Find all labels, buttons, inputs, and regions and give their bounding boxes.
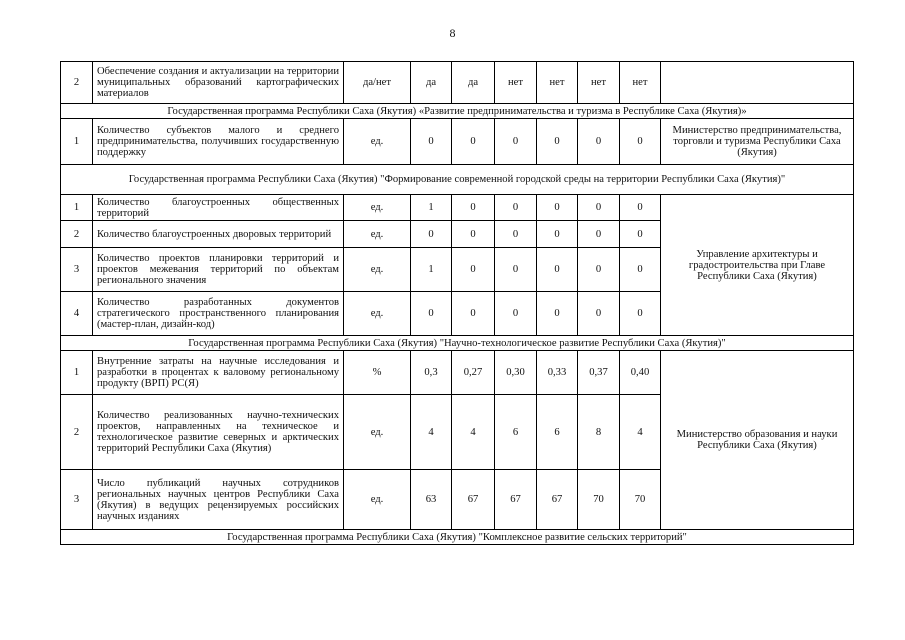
value-cell: нет bbox=[537, 62, 578, 104]
value-cell: 0 bbox=[578, 292, 620, 336]
value-cell: 0 bbox=[411, 292, 452, 336]
section-title: Государственная программа Республики Саха (Якутия) "Формирование современной городской среды на территории Республики Саха (Якутия)" bbox=[61, 165, 854, 195]
row-number: 1 bbox=[61, 119, 93, 165]
value-cell: 0,33 bbox=[537, 351, 578, 395]
indicator-name: Внутренние затраты на научные исследования и разработки в процентах к валовому региональному продукту (ВРП) РС(Я) bbox=[93, 351, 344, 395]
value-cell: да bbox=[452, 62, 495, 104]
value-cell: 0 bbox=[578, 195, 620, 221]
value-cell: 0 bbox=[620, 221, 661, 248]
value-cell: нет bbox=[495, 62, 537, 104]
value-cell: 0 bbox=[537, 292, 578, 336]
unit-cell: % bbox=[344, 351, 411, 395]
value-cell: да bbox=[411, 62, 452, 104]
value-cell: нет bbox=[620, 62, 661, 104]
row-number: 3 bbox=[61, 248, 93, 292]
value-cell: 0 bbox=[620, 195, 661, 221]
value-cell: 0,27 bbox=[452, 351, 495, 395]
value-cell: 0 bbox=[578, 221, 620, 248]
section-title: Государственная программа Республики Саха (Якутия) «Развитие предпринимательства и туризма в Республике Саха (Якутия)» bbox=[61, 104, 854, 119]
value-cell: 0 bbox=[411, 221, 452, 248]
value-cell: 0 bbox=[620, 119, 661, 165]
indicator-name: Количество проектов планировки территорий и проектов межевания территорий по объектам регионального значения bbox=[93, 248, 344, 292]
value-cell: 0 bbox=[620, 292, 661, 336]
section-header-row bbox=[61, 104, 854, 119]
table-row bbox=[61, 119, 854, 165]
value-cell: 1 bbox=[411, 195, 452, 221]
value-cell: 0 bbox=[495, 221, 537, 248]
value-cell: нет bbox=[578, 62, 620, 104]
indicator-name: Количество благоустроенных общественных территорий bbox=[93, 195, 344, 221]
value-cell: 0 bbox=[537, 248, 578, 292]
indicator-name: Количество благоустроенных дворовых территорий bbox=[93, 221, 344, 248]
value-cell: 0 bbox=[452, 248, 495, 292]
value-cell: 0 bbox=[537, 221, 578, 248]
unit-cell: ед. bbox=[344, 119, 411, 165]
unit-cell: ед. bbox=[344, 248, 411, 292]
value-cell: 0 bbox=[452, 221, 495, 248]
indicator-name: Число публикаций научных сотрудников региональных научных центров Республики Саха (Якутия) в ведущих рецензируемых российских научных изданиях bbox=[93, 470, 344, 530]
responsible-cell: Министерство образования и науки Республики Саха (Якутия) bbox=[661, 351, 854, 530]
row-number: 2 bbox=[61, 221, 93, 248]
row-number: 1 bbox=[61, 195, 93, 221]
value-cell: 0 bbox=[620, 248, 661, 292]
value-cell: 0,37 bbox=[578, 351, 620, 395]
unit-cell: ед. bbox=[344, 395, 411, 470]
value-cell: 67 bbox=[537, 470, 578, 530]
value-cell: 70 bbox=[620, 470, 661, 530]
responsible-cell: Министерство предпринимательства, торговли и туризма Республики Саха (Якутия) bbox=[661, 119, 854, 165]
value-cell: 0 bbox=[495, 248, 537, 292]
responsible-cell: Управление архитектуры и градостроительства при Главе Республики Саха (Якутия) bbox=[661, 195, 854, 336]
table-row bbox=[61, 62, 854, 104]
value-cell: 1 bbox=[411, 248, 452, 292]
row-number: 2 bbox=[61, 62, 93, 104]
value-cell: 8 bbox=[578, 395, 620, 470]
value-cell: 0,3 bbox=[411, 351, 452, 395]
unit-cell: ед. bbox=[344, 221, 411, 248]
value-cell: 0 bbox=[495, 119, 537, 165]
value-cell: 0 bbox=[452, 292, 495, 336]
section-title: Государственная программа Республики Саха (Якутия) "Научно-технологическое развитие Республики Саха (Якутия)" bbox=[61, 336, 854, 351]
row-number: 1 bbox=[61, 351, 93, 395]
section-header-row bbox=[61, 530, 854, 545]
value-cell: 0 bbox=[537, 195, 578, 221]
value-cell: 70 bbox=[578, 470, 620, 530]
indicators-table bbox=[60, 61, 854, 545]
row-number: 4 bbox=[61, 292, 93, 336]
value-cell: 0,40 bbox=[620, 351, 661, 395]
unit-cell: да/нет bbox=[344, 62, 411, 104]
value-cell: 0 bbox=[452, 119, 495, 165]
section-header-row bbox=[61, 336, 854, 351]
value-cell: 0,30 bbox=[495, 351, 537, 395]
value-cell: 4 bbox=[452, 395, 495, 470]
value-cell: 67 bbox=[452, 470, 495, 530]
unit-cell: ед. bbox=[344, 470, 411, 530]
value-cell: 0 bbox=[495, 292, 537, 336]
value-cell: 6 bbox=[537, 395, 578, 470]
value-cell: 0 bbox=[578, 119, 620, 165]
value-cell: 0 bbox=[495, 195, 537, 221]
value-cell: 6 bbox=[495, 395, 537, 470]
indicator-name: Количество разработанных документов стратегического пространственного планирования (мастер-план, дизайн-код) bbox=[93, 292, 344, 336]
value-cell: 4 bbox=[411, 395, 452, 470]
indicator-name: Количество субъектов малого и среднего предпринимательства, получивших государственную поддержку bbox=[93, 119, 344, 165]
row-number: 3 bbox=[61, 470, 93, 530]
page-number: 8 bbox=[449, 26, 456, 40]
value-cell: 0 bbox=[537, 119, 578, 165]
table-row bbox=[61, 195, 854, 221]
unit-cell: ед. bbox=[344, 195, 411, 221]
value-cell: 4 bbox=[620, 395, 661, 470]
value-cell: 0 bbox=[411, 119, 452, 165]
table-row bbox=[61, 351, 854, 395]
unit-cell: ед. bbox=[344, 292, 411, 336]
value-cell: 67 bbox=[495, 470, 537, 530]
indicator-name: Обеспечение создания и актуализации на территории муниципальных образований картографических материалов bbox=[93, 62, 344, 104]
responsible-cell bbox=[661, 62, 854, 104]
value-cell: 0 bbox=[452, 195, 495, 221]
section-header-row bbox=[61, 165, 854, 195]
section-title: Государственная программа Республики Саха (Якутия) "Комплексное развитие сельских территорий" bbox=[61, 530, 854, 545]
value-cell: 0 bbox=[578, 248, 620, 292]
row-number: 2 bbox=[61, 395, 93, 470]
value-cell: 63 bbox=[411, 470, 452, 530]
indicator-name: Количество реализованных научно-технических проектов, направленных на техническое и технологическое развитие северных и арктических территорий Республики Саха (Якутия) bbox=[93, 395, 344, 470]
